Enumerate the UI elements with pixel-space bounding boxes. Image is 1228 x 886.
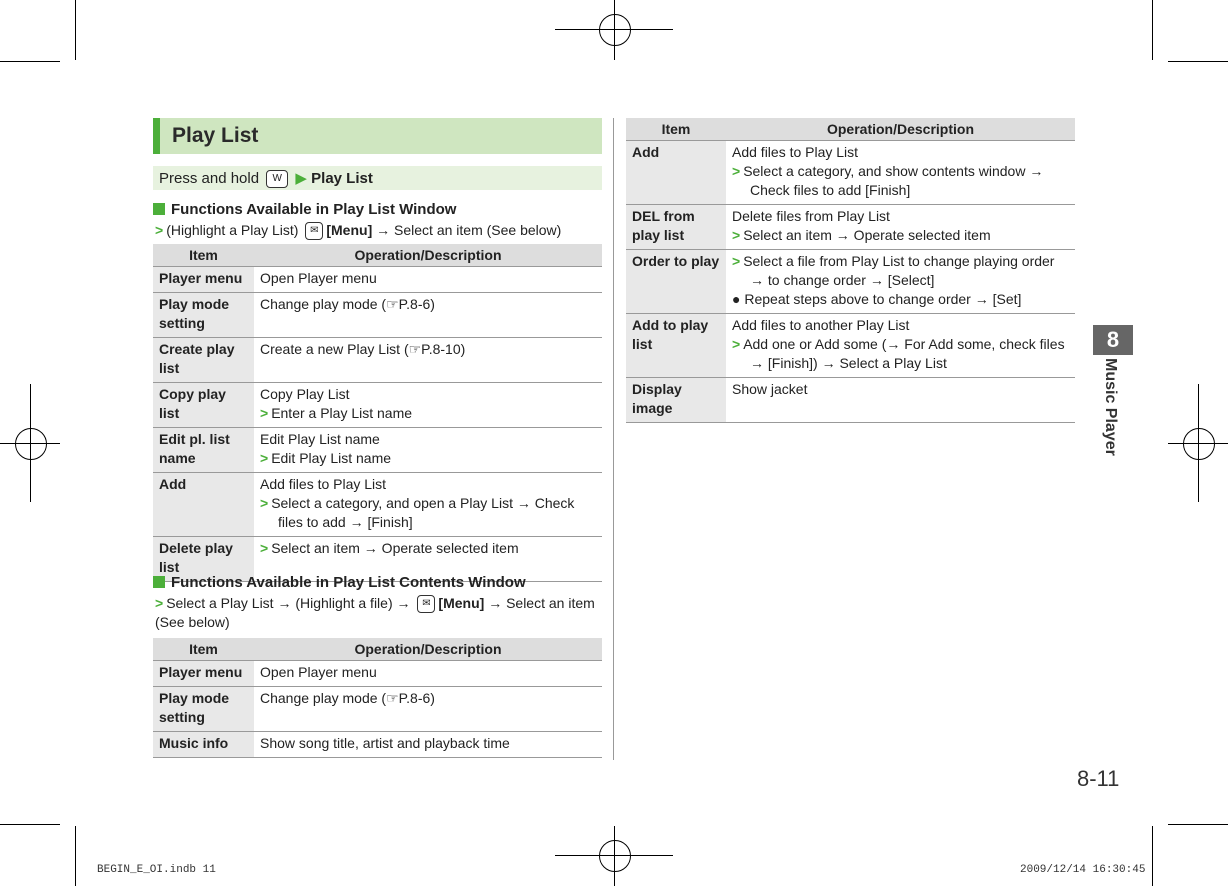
- step-arrow-icon: >: [155, 595, 164, 611]
- section-2-instruction: > Select a Play List → (Highlight a file) → ✉ [Menu] → Select an item (See below): [155, 595, 595, 631]
- desc-text: Create a new Play List (☞P.8-10): [260, 341, 466, 357]
- row-desc: [726, 378, 1075, 423]
- chapter-tab: 8: [1093, 325, 1133, 355]
- row-item: Create play list: [153, 338, 254, 383]
- row-desc: [254, 267, 602, 293]
- step-arrow-icon: >: [732, 336, 741, 352]
- table-row: [153, 473, 602, 537]
- header-item: Item: [153, 638, 254, 661]
- desc-text: Open Player menu: [260, 270, 377, 286]
- footer-timestamp: 2009/12/14 16:30:45: [1020, 864, 1146, 876]
- step-arrow-icon: >: [260, 540, 269, 556]
- sub-step: > Add one or Add some (→ For Add some, check files → [Finish]) → Select a Play List: [732, 336, 1065, 371]
- table-row: [153, 428, 602, 473]
- press-target: Play List: [311, 170, 373, 187]
- desc-text: Change play mode (☞P.8-6): [260, 690, 435, 706]
- row-desc: [254, 383, 602, 428]
- row-item: Add: [153, 473, 254, 537]
- press-and-hold-bar: [153, 166, 602, 190]
- table-row: [153, 732, 602, 758]
- desc-text: Show jacket: [732, 381, 808, 397]
- row-item: Player menu: [153, 661, 254, 687]
- page-number: 8-11: [1077, 766, 1120, 791]
- table-row: [153, 687, 602, 732]
- row-desc: [254, 293, 602, 338]
- section-heading-1: Functions Available in Play List Window: [153, 201, 456, 218]
- column-divider: [613, 118, 614, 760]
- bullet-icon: ●: [732, 291, 745, 307]
- step-arrow-icon: >: [260, 405, 269, 421]
- step-arrow-icon: >: [732, 163, 741, 179]
- desc-text: Delete files from Play List: [732, 208, 890, 224]
- row-desc: [726, 314, 1075, 378]
- desc-text: Add files to another Play List: [732, 317, 910, 333]
- header-item: Item: [626, 118, 726, 141]
- row-desc: [254, 338, 602, 383]
- sub-step: > Select a file from Play List to change playing order → to change order → [Select]: [732, 253, 1055, 288]
- row-item: Copy play list: [153, 383, 254, 428]
- desc-text: Change play mode (☞P.8-6): [260, 296, 435, 312]
- row-item: Player menu: [153, 267, 254, 293]
- arrow-right-icon: ▶: [295, 170, 307, 187]
- row-item: Delete play list: [153, 537, 254, 582]
- table-row: [626, 141, 1075, 205]
- desc-text: Open Player menu: [260, 664, 377, 680]
- row-item: Display image: [626, 378, 726, 423]
- sub-step: > Edit Play List name: [260, 450, 392, 466]
- square-bullet-icon: [153, 203, 165, 215]
- page-title: Play List: [172, 124, 259, 147]
- desc-text: Add files to Play List: [732, 144, 859, 160]
- table-row: [153, 338, 602, 383]
- press-text: Press and hold: [159, 170, 260, 187]
- table-row: [153, 267, 602, 293]
- row-item: Play mode setting: [153, 687, 254, 732]
- step-arrow-icon: >: [260, 450, 269, 466]
- section-1-instruction: > (Highlight a Play List) ✉ [Menu] → Select an item (See below): [155, 221, 600, 240]
- header-item: Item: [153, 244, 254, 267]
- row-desc: [254, 661, 602, 687]
- row-item: Music info: [153, 732, 254, 758]
- step-arrow-icon: >: [260, 495, 269, 511]
- table-row: [626, 205, 1075, 250]
- sub-step: > Select a category, and show contents window → Check files to add [Finish]: [732, 163, 1044, 198]
- section-heading-2: Functions Available in Play List Contents Window: [153, 574, 526, 591]
- page-title-bar: [153, 118, 602, 154]
- table-row: [626, 314, 1075, 378]
- chapter-label: Music Player: [1102, 358, 1119, 456]
- sub-step: > Select an item → Operate selected item: [260, 540, 519, 556]
- sub-step: > Select a category, and open a Play List → Check files to add → [Finish]: [260, 495, 575, 530]
- header-operation: Operation/Description: [726, 118, 1075, 141]
- step-arrow-icon: >: [732, 227, 741, 243]
- w-key-icon: W: [266, 170, 288, 188]
- row-item: Play mode setting: [153, 293, 254, 338]
- table-row: [626, 250, 1075, 314]
- row-desc: [254, 428, 602, 473]
- sub-step: > Select an item → Operate selected item: [732, 227, 991, 243]
- menu-key-icon: ✉: [305, 222, 323, 240]
- row-desc: [726, 205, 1075, 250]
- desc-text: Edit Play List name: [260, 431, 380, 447]
- row-item: Add to play list: [626, 314, 726, 378]
- desc-text: Add files to Play List: [260, 476, 387, 492]
- row-desc: [726, 141, 1075, 205]
- menu-key-icon: ✉: [417, 595, 435, 613]
- header-operation: Operation/Description: [254, 244, 602, 267]
- table-playlist-window: [153, 244, 602, 582]
- table-row: [153, 661, 602, 687]
- row-item: DEL from play list: [626, 205, 726, 250]
- header-operation: Operation/Description: [254, 638, 602, 661]
- table-contents-window: [153, 638, 602, 758]
- row-item: Edit pl. list name: [153, 428, 254, 473]
- step-arrow-icon: >: [732, 253, 741, 269]
- sub-step: > Enter a Play List name: [260, 405, 413, 421]
- row-desc: [254, 687, 602, 732]
- step-arrow-icon: >: [155, 222, 164, 238]
- table-row: [626, 378, 1075, 423]
- row-desc: [254, 732, 602, 758]
- row-item: Order to play: [626, 250, 726, 314]
- row-desc: [254, 473, 602, 537]
- row-item: Add: [626, 141, 726, 205]
- bullet-note: ● Repeat steps above to change order → [Set]: [732, 291, 1022, 307]
- table-contents-window-cont: [626, 118, 1075, 423]
- square-bullet-icon: [153, 576, 165, 588]
- table-row: [153, 293, 602, 338]
- desc-text: Show song title, artist and playback time: [260, 735, 510, 751]
- footer-file: BEGIN_E_OI.indb 11: [97, 864, 216, 876]
- desc-text: Copy Play List: [260, 386, 350, 402]
- row-desc: [726, 250, 1075, 314]
- table-row: [153, 383, 602, 428]
